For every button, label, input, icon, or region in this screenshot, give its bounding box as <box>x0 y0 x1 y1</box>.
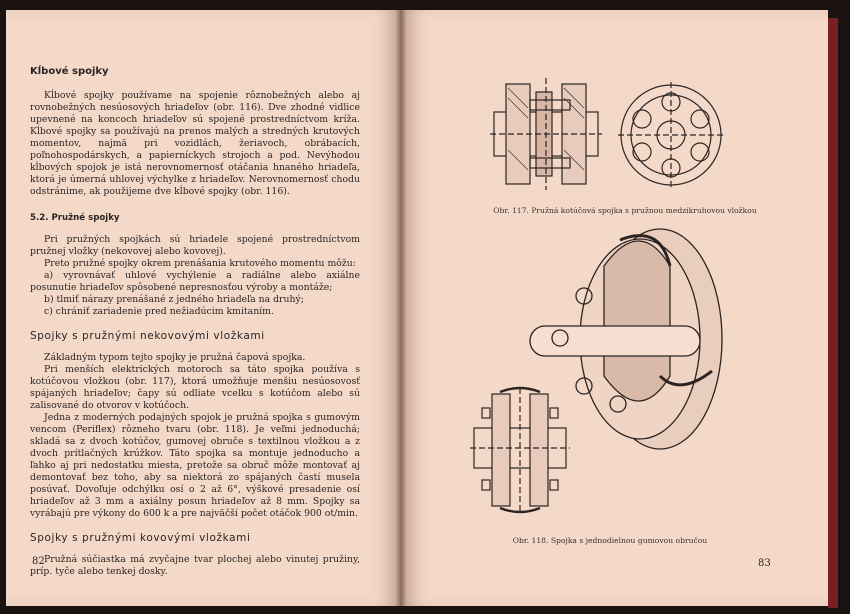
paragraph: Pri menších elektrických motoroch sa táto spojka používa s kotúčovou vložkou (obr. 117), ktorá umožňuje menšiu nesúosovosť spájaných hriadeľov; čapy sú odliate vcelku s kotúčom alebo sú zalisované do otvorov v kotúčoch. <box>30 364 360 411</box>
page-number-right: 83 <box>758 558 771 569</box>
list-item: b) tlmiť nárazy prenášané z jedného hriadeľa na druhý; <box>44 294 304 305</box>
figure-118-section <box>470 388 570 512</box>
book-gutter <box>396 10 406 606</box>
paragraph: Jedna z moderných podajných spojok je pružná spojka s gumovým vencom (Periflex) rôzneho tvaru (obr. 118). Je veľmi jednoduchá; skladá sa z dvoch kotúčov, gumovej obruče s textilnou vložkou a z dvoch prítlačných krúžkov. Táto spojka sa montuje jednoducho a ľahko aj pri nedostatku miesta, pretože sa obruč môže montovať aj demontovať bez toho, aby sa niektorá zo spájaných častí musela posúvať. Dovoľuje odchýlku osí o 2 až 6°, výškové presadenie osí hriadeľov až 3 mm a axiálny posun hriadeľov až 8 mm. Spojky sa vyrábajú pre výkony do 600 k a pre najväčší počet otáčok 900 ot/min. <box>30 412 360 519</box>
figure-118-caption <box>460 536 760 545</box>
paragraph: Kĺbové spojky používame na spojenie rôznobežných alebo aj rovnobežných nesúosových hriadeľov (obr. 116). Dve zhodné vidlice upevnené na koncoch hriadeľov sú spojené prostredníctvom kríža. Kĺbové spojky sa používajú na prenos malých a stredných krutových momentov, najmä pri vozidlách, žeriavoch, obrábacích, poľnohospodárskych, a papierníckych strojoch a pod. Nevýhodou kĺbových spojok je istá nerovnomernosť otáčania hnaného hriadeľa, ktorá je úmerná uhlovej výchylke z hriadeľov. Nerovnomernosť chodu odstránime, ak použijeme dve kĺbové spojky (obr. 116). <box>30 90 360 197</box>
subsection-heading: 5.2. Pružné spojky <box>30 213 120 223</box>
figure-118-label: Obr. 118. <box>512 536 549 545</box>
figure-118-text: Spojka s jednodielnou gumovou obručou <box>550 536 708 545</box>
heading-nonmetal: Spojky s pružnými nekovovými vložkami <box>30 330 265 342</box>
figure-117-section <box>490 78 602 190</box>
paragraph: Základným typom tejto spojky je pružná čapová spojka. <box>44 352 306 363</box>
left-page-text <box>30 66 360 578</box>
figure-117-text: Pružná kotúčová spojka s pružnou medzikruhovou vložkou <box>531 206 757 215</box>
heading-metal: Spojky s pružnými kovovými vložkami <box>30 532 251 544</box>
page-number-left: 82 <box>32 556 45 567</box>
figure-117-caption <box>440 206 810 215</box>
list-item: c) chrániť zariadenie pred nežiadúcim kmitaním. <box>44 306 274 317</box>
section-heading: Kĺbové spojky <box>30 66 109 77</box>
paragraph: Preto pružné spojky okrem prenášania krutového momentu môžu: <box>44 258 356 269</box>
figure-117-front-view <box>618 82 724 188</box>
paragraph: Pružná súčiastka má zvyčajne tvar plochej alebo vinutej pružiny, príp. tyče alebo tenkej dosky. <box>30 554 360 577</box>
paragraph: Pri pružných spojkách sú hriadele spojené prostredníctvom pružnej vložky (nekovovej alebo kovovej). <box>30 234 360 257</box>
figure-117-label: Obr. 117. <box>493 206 529 215</box>
list-item: a) vyrovnávať uhlové vychýlenie a radiálne alebo axiálne posunutie hriadeľov spôsobené nepresnosťou výroby a montáže; <box>30 270 360 293</box>
page-edge <box>828 18 838 608</box>
